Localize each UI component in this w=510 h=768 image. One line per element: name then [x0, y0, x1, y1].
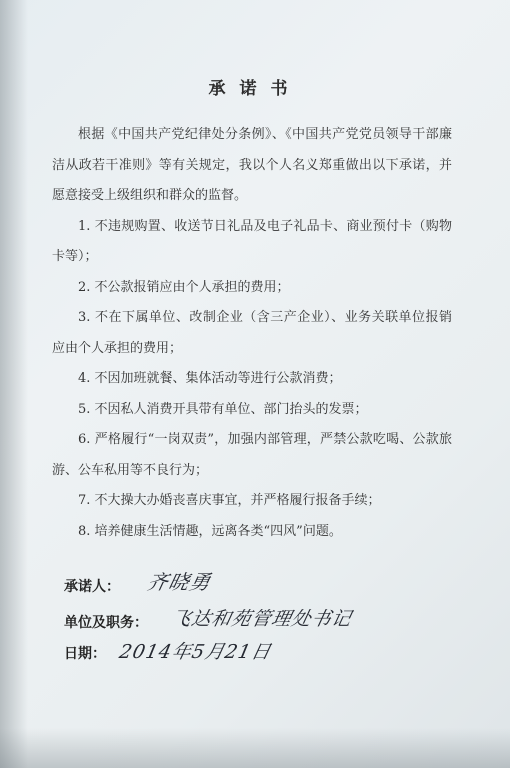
commitment-item-6: 6. 严格履行“一岗双责”，加强内部管理，严禁公款吃喝、公款旅游、公车私用等不良行为；: [52, 432, 452, 478]
promisor-label: 承诺人：: [64, 579, 120, 595]
unit-position-label: 单位及职务：: [64, 615, 148, 631]
unit-position-signature: 飞达和苑管理处书记: [169, 608, 355, 630]
page-shadow-left: [0, 0, 28, 768]
promisor-signature: 齐晓勇: [145, 570, 214, 594]
commitment-item-2: 2. 不公款报销应由个人承担的费用；: [78, 279, 290, 295]
page-shadow-bottom: [0, 728, 510, 768]
date-label: 日期：: [64, 646, 106, 662]
document-title: 承诺书: [208, 79, 302, 99]
intro-paragraph: 根据《中国共产党纪律处分条例》、《中国共产党党员领导干部廉洁从政若干准则》等有关规定，我以个人名义郑重做出以下承诺，并愿意接受上级组织和群众的监督。: [52, 127, 452, 203]
document-body: [52, 120, 452, 547]
commitment-item-8: 8. 培养健康生活情趣，远离各类“四风”问题。: [78, 523, 342, 539]
commitment-item-1: 1. 不违规购置、收送节日礼品及电子礼品卡、商业预付卡（购物卡等）；: [52, 218, 452, 264]
date-signature: 2014年5月21日: [117, 641, 274, 663]
commitment-item-5: 5. 不因私人消费开具带有单位、部门抬头的发票；: [78, 401, 368, 417]
commitment-item-3: 3. 不在下属单位、改制企业（含三产企业）、业务关联单位报销应由个人承担的费用；: [52, 310, 452, 356]
commitment-item-4: 4. 不因加班就餐、集体活动等进行公款消费；: [78, 371, 342, 386]
commitment-item-7: 7. 不大操大办婚丧喜庆事宜，并严格履行报备手续；: [78, 493, 381, 508]
